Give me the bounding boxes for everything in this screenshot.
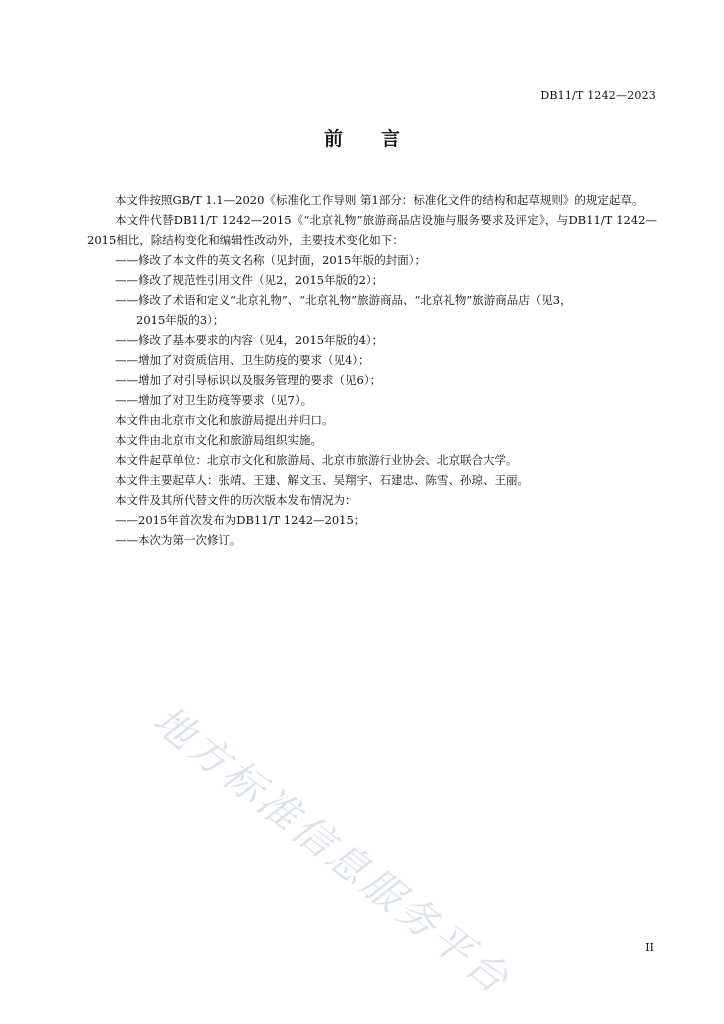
history-item: ——2015年首次发布为DB11/T 1242—2015； bbox=[115, 513, 366, 527]
change-item: ——修改了术语和定义“北京礼物”、“北京礼物”旅游商品、“北京礼物”旅游商品店（见3， bbox=[115, 293, 572, 307]
page-title: 前言 bbox=[323, 128, 438, 150]
history-item: ——本次为第一次修订。 bbox=[115, 533, 242, 547]
change-item: ——修改了本文件的英文名称（见封面，2015年版的封面）； bbox=[115, 253, 427, 267]
document-code: DB11/T 1242—2023 bbox=[540, 89, 656, 102]
paragraph-drafting-units: 本文件起草单位：北京市文化和旅游局、北京市旅游行业协会、北京联合大学。 bbox=[115, 453, 518, 467]
document-body bbox=[87, 190, 657, 550]
watermark-text: 地方标准信息服务平台 bbox=[144, 697, 520, 1005]
paragraph-version-history: 本文件及其所代替文件的历次版本发布情况为： bbox=[115, 493, 357, 507]
paragraph-implementer: 本文件由北京市文化和旅游局组织实施。 bbox=[115, 433, 322, 447]
paragraph-drafters: 本文件主要起草人：张靖、王建、解文玉、吴翔宇、石建忠、陈雪、孙琼、王丽。 bbox=[115, 473, 529, 487]
page-number: II bbox=[645, 941, 654, 954]
paragraph-replacement: 本文件代替DB11/T 1242—2015《“北京礼物”旅游商品店设施与服务要求及评定》，与DB11/T 1242—2015相比，除结构变化和编辑性改动外，主要技术变化如下： bbox=[87, 213, 657, 247]
change-item: ——增加了对资质信用、卫生防疫的要求（见4）； bbox=[115, 353, 370, 367]
paragraph-drafting-rules: 本文件按照GB/T 1.1—2020《标准化工作导则 第1部分：标准化文件的结构和起草规则》的规定起草。 bbox=[115, 193, 644, 207]
paragraph-proposer: 本文件由北京市文化和旅游局提出并归口。 bbox=[115, 413, 334, 427]
change-item: ——增加了对引导标识以及服务管理的要求（见6）； bbox=[115, 373, 382, 387]
change-item: ——修改了规范性引用文件（见2，2015年版的2）； bbox=[115, 273, 384, 287]
change-item-continuation: 2015年版的3）； bbox=[136, 313, 225, 327]
change-item: ——增加了对卫生防疫等要求（见7）。 bbox=[115, 393, 313, 407]
change-item: ——修改了基本要求的内容（见4，2015年版的4）； bbox=[115, 333, 384, 347]
